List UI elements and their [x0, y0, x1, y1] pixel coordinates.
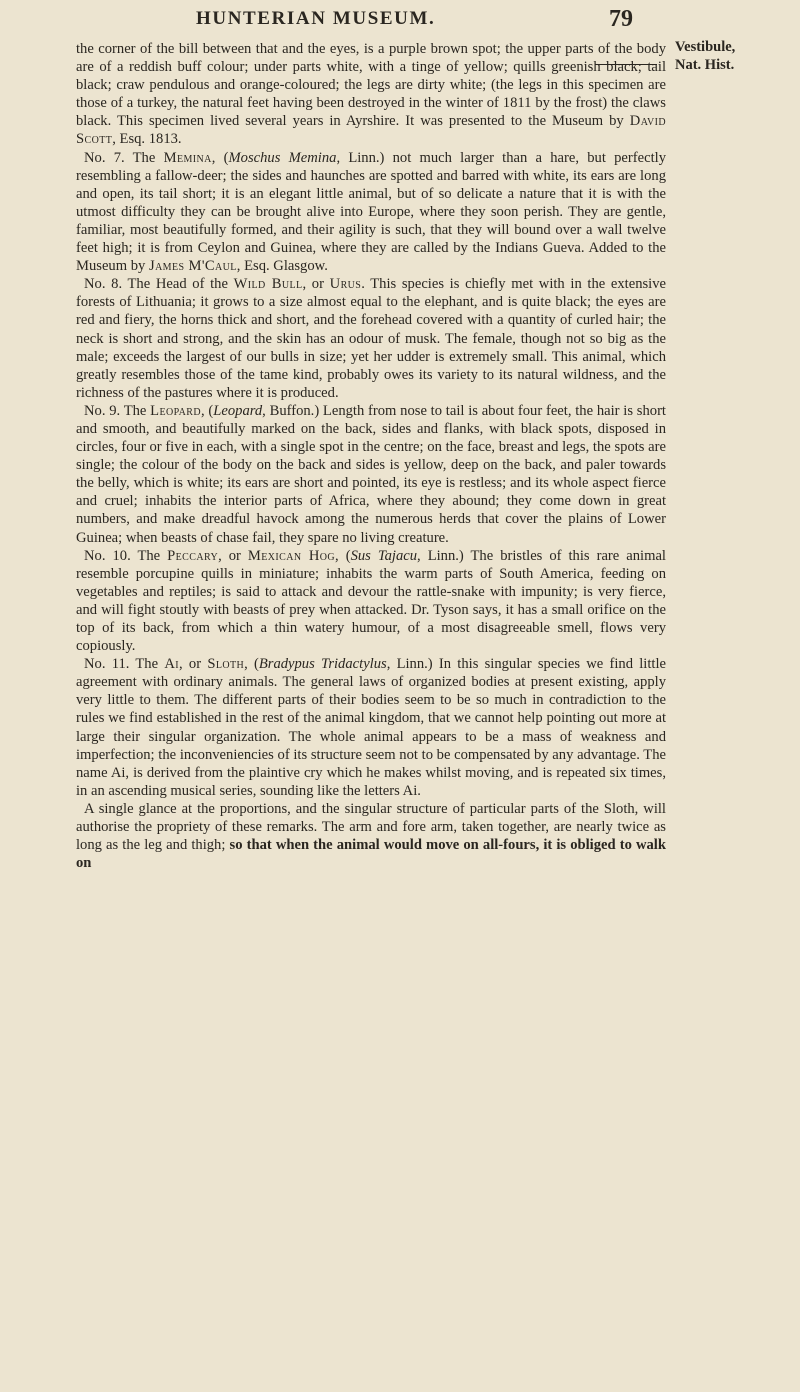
text-run: , (	[244, 656, 259, 673]
species-name: Peccary	[167, 547, 219, 564]
entry-number: No. 8. The Head of the	[84, 276, 228, 293]
entry-no-9	[76, 402, 666, 547]
running-head	[0, 8, 800, 36]
text-run: , (	[200, 402, 214, 419]
species-name: Memina	[163, 149, 212, 166]
text-run: . This species is chiefly met with in the extensive forests of Lithuania; it grows to a size almost equal to the elephant, and is quite black; the eyes are red and fiery, the horns thick and short, and the forehead covered with a quantity of curled hair; the neck is short and strong, and the skin has an odour of musk. The female, though not so big as the male; exceeds the largest of our bulls in size; yet her udder is extremely small. This animal, which greatly resembles those of the tame kind, probably owes its variety to its natural wildness, and the richness of the pastures where it is produced.	[76, 276, 667, 401]
species-name: Mexican Hog	[247, 547, 336, 564]
entry-no-8	[76, 275, 666, 402]
species-name: Sloth	[207, 656, 245, 673]
margin-note-vestibule: Vestibule,	[675, 39, 736, 55]
text-run: , or	[218, 547, 241, 564]
text-run: , Linn.) not much larger than a hare, but perfectly resembling a fallow-deer; the sides and haunches are spotted and barred with white, its ears are long and open, its tail short; it is an elegant little animal, but of so delicate a nature that it is with the utmost difficulty they can be brought alive into Europe, where they soon perish. They are gentle, familiar, most beautifully formed, and their agility is such, that they will bound over a wall twelve feet high; it is from Ceylon and Guinea, where they are called by the Indians Gueva. Added to the Museum by	[76, 149, 666, 275]
entry-number: No. 7. The	[84, 149, 156, 166]
text-run: , (	[335, 547, 351, 564]
paragraph-continued	[76, 40, 666, 149]
donor-name: David Scott	[76, 113, 666, 148]
text-run: , Buffon.) Length from nose to tail is about four feet, the hair is short and smooth, and beautifully marked on the back, sides and flanks, with black spots, disposed in circles, four or five in each, with a single spot in the centre; on the face, breast and legs, the spots are single; the colour of the body on the back and sides is yellow, deep on the back, and paler towards the belly, which is white; its ears are short and pointed, its eye is restless; and its whole aspect fierce and cruel; inhabits the interior parts of Africa, where they abound; they come down in great numbers, and make dreadful havock among the numerous herds that cover the plains of Lower Guinea; when beasts of chase fail, they spare no living creature.	[76, 402, 666, 546]
entry-no-11	[76, 655, 666, 800]
text-run: the corner of the bill between that and the eyes, is a purple brown spot; the upper parts of the body are of a reddish buff colour; under parts white, with a tinge of yellow; quills greenish black; tail black; craw pendulous and orange-coloured; the legs are dirty white; (the legs in this specimen are those of a turkey, the natural feet having been destroyed in the winter of 1811 by the frost) the claws black. This specimen lived several years in Ayrshire. It was presented to the Museum by	[76, 41, 666, 130]
page-number: 79	[609, 6, 633, 32]
entry-number: No. 9. The	[84, 402, 147, 419]
latin-name: Bradypus Tridactylus	[258, 656, 387, 673]
species-name: Wild Bull	[233, 276, 303, 293]
text-run: , Linn.) In this singular species we find little agreement with ordinary animals. The general laws of organized bodies at present existing, apply very little to them. The different parts of their bodies seem to be so much in contradiction to the rules we find established in the rest of the animal kingdom, that we cannot help pointing out more at large their singular organization. The whole animal appears to be a mass of weakness and imperfection; the inconveniencies of its structure seem not to be compensated by any advantage. The name Ai, is derived from the plaintive cry which he makes whilst moving, and is repeated six times, in an ascending musical series, sounding like the letters Ai.	[76, 656, 666, 799]
text-run: , or	[179, 656, 202, 673]
entry-no-10	[76, 547, 666, 656]
text-run: , Esq. Glasgow.	[236, 258, 328, 275]
running-title: HUNTERIAN MUSEUM.	[196, 8, 436, 29]
text-run: , (	[211, 149, 229, 166]
text-run: , Linn.) The bristles of this rare animal resemble porcupine quills in miniature; inhabits the warm parts of South America, feeding on vegetables and reptiles; is said to attack and devour the rattle-snake with impunity; is very fierce, and will fight stoutly with beasts of prey when attacked. Dr. Tyson says, it has a small orifice on the top of its back, from which a thin watery humour, of a most disagreeable smell, flows very copiously.	[76, 547, 666, 655]
body-text	[76, 40, 666, 872]
latin-name: Leopard	[213, 402, 263, 419]
entry-no-7	[76, 149, 666, 276]
species-name: Ai	[164, 656, 180, 673]
species-name: Urus	[329, 276, 362, 293]
margin-note-nat-hist: Nat. Hist.	[675, 57, 735, 73]
entry-number: No. 11. The	[84, 656, 159, 673]
text-run: A single glance at the proportions, and the singular structure of particular parts of the Sloth, will authorise the propriety of these remarks. The arm and fore arm, taken together, are nearly twice as long as the leg and thigh;	[76, 800, 666, 854]
latin-name: Moschus Memina	[228, 149, 337, 166]
species-name: Leopard	[150, 402, 201, 419]
text-run: so that when the animal would move on all-fours, it is obliged to walk on	[76, 837, 666, 872]
entry-number: No. 10. The	[84, 547, 161, 564]
paragraph-sloth-proportions	[76, 800, 666, 872]
donor-name: James M'Caul	[148, 258, 237, 275]
latin-name: Sus Tajacu	[350, 547, 418, 564]
text-run: , or	[302, 276, 324, 293]
text-run: , Esq. 1813.	[112, 131, 182, 148]
